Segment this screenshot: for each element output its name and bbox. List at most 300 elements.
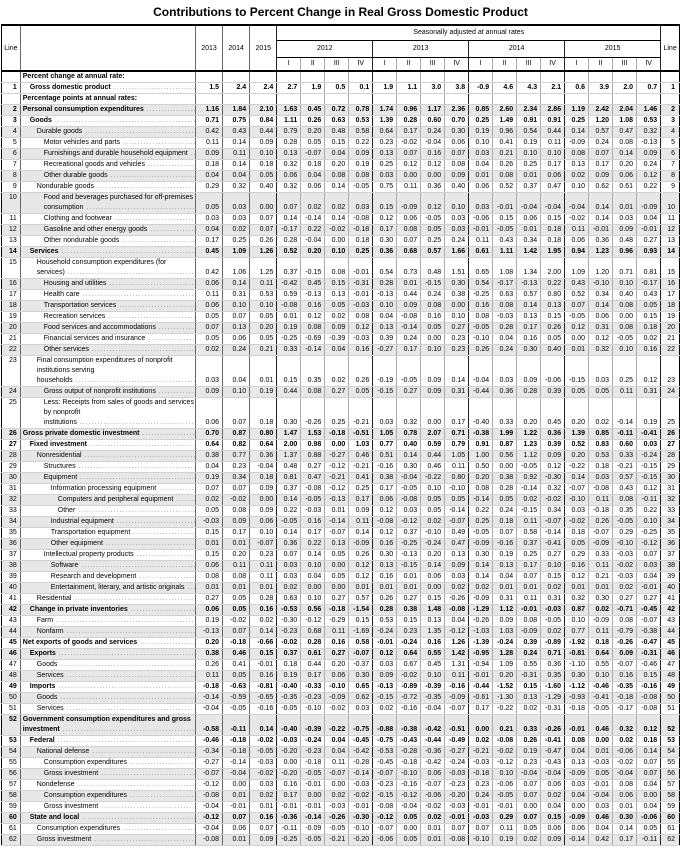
line-cell: 48: [2, 671, 21, 682]
value-cell: 0.05: [195, 193, 222, 214]
value-cell: -0.47: [637, 638, 661, 649]
value-cell: 0.12: [301, 312, 325, 323]
row-label: [20, 149, 195, 160]
value-cell: -0.13: [325, 495, 349, 506]
value-cell: -0.46: [589, 682, 613, 693]
value-cell: 2.04: [613, 105, 637, 116]
value-cell: 0.31: [493, 594, 517, 605]
value-cell: -0.26: [613, 638, 637, 649]
row-label-text: Imports .....: [30, 683, 196, 690]
table-row: [2, 462, 680, 473]
value-cell: 0.03: [445, 214, 469, 225]
line-cell: 6: [2, 149, 21, 160]
table-row: [2, 605, 680, 616]
quarter-year-header: 2013: [373, 40, 469, 57]
value-cell: 0.19: [637, 398, 661, 429]
line-cell: 18: [2, 301, 21, 312]
value-cell: 0.20: [325, 660, 349, 671]
value-cell: 0.00: [421, 334, 445, 345]
value-cell: 0.09: [250, 138, 277, 149]
quarter-year-header: 2014: [469, 40, 565, 57]
line-cell: 42: [2, 605, 21, 616]
value-cell: -0.40: [277, 682, 301, 693]
value-cell: -0.39: [301, 715, 325, 736]
value-cell: 0.07: [223, 484, 250, 495]
value-cell: -0.25: [469, 290, 493, 301]
value-cell: 0.59: [421, 440, 445, 451]
value-cell: 0.17: [613, 835, 637, 846]
row-label-text: Software .....: [51, 562, 196, 569]
row-label: [20, 323, 195, 334]
value-cell: 0.19: [517, 747, 541, 758]
value-cell: 0.35: [541, 671, 565, 682]
value-cell: -1.60: [541, 682, 565, 693]
value-cell: -0.15: [301, 258, 325, 279]
value-cell: -0.14: [301, 345, 325, 356]
value-cell: 0.32: [589, 345, 613, 356]
value-cell: 1.49: [493, 116, 517, 127]
line-cell: 10: [2, 193, 21, 214]
value-cell: 0.08: [517, 616, 541, 627]
value-cell: 0.08: [301, 323, 325, 334]
value-cell: 0.08: [493, 301, 517, 312]
value-cell: -0.08: [373, 517, 397, 528]
line-cell: 50: [661, 693, 680, 704]
line-cell: 57: [2, 780, 21, 791]
value-cell: -0.04: [541, 769, 565, 780]
value-cell: -0.09: [565, 138, 589, 149]
value-cell: -0.02: [565, 214, 589, 225]
value-cell: 0.01: [250, 583, 277, 594]
value-cell: 1.84: [223, 105, 250, 116]
value-cell: 2.00: [541, 258, 565, 279]
section-row: [2, 71, 680, 83]
value-cell: 0.07: [223, 398, 250, 429]
value-cell: 0.15: [541, 572, 565, 583]
value-cell: 0.64: [373, 127, 397, 138]
row-label: [20, 813, 195, 824]
value-cell: -0.10: [325, 682, 349, 693]
value-cell: -0.14: [349, 769, 373, 780]
value-cell: 1.63: [277, 105, 301, 116]
value-cell: -0.04: [195, 802, 222, 813]
value-cell: 0.12: [397, 160, 421, 171]
value-cell: 0.87: [565, 605, 589, 616]
value-cell: 0.09: [373, 671, 397, 682]
value-cell: 0.14: [397, 451, 421, 462]
row-label: [20, 258, 195, 279]
value-cell: 0.10: [301, 561, 325, 572]
value-cell: 0.07: [517, 780, 541, 791]
value-cell: -0.18: [223, 747, 250, 758]
value-cell: 0.06: [195, 605, 222, 616]
value-cell: 1.42: [445, 649, 469, 660]
value-cell: 0.11: [613, 387, 637, 398]
value-cell: 0.58: [517, 528, 541, 539]
value-cell: -0.16: [250, 704, 277, 715]
value-cell: -0.04: [517, 193, 541, 214]
value-cell: 0.14: [250, 627, 277, 638]
table-row: [2, 594, 680, 605]
value-cell: 0.03: [565, 506, 589, 517]
value-cell: 0.19: [277, 323, 301, 334]
line-cell: 11: [2, 214, 21, 225]
value-cell: -0.05: [277, 704, 301, 715]
value-cell: 0.91: [469, 440, 493, 451]
value-cell: 0.39: [541, 440, 565, 451]
value-cell: -0.10: [469, 334, 493, 345]
value-cell: -0.07: [195, 769, 222, 780]
value-cell: 0.05: [223, 671, 250, 682]
value-cell: -0.15: [565, 356, 589, 387]
value-cell: -0.53: [373, 747, 397, 758]
page-title: Contributions to Percent Change in Real Gross Domestic Product: [153, 5, 528, 19]
value-cell: 0.16: [421, 638, 445, 649]
value-cell: [589, 94, 613, 105]
value-cell: [493, 94, 517, 105]
quarter-header: III: [613, 57, 637, 71]
value-cell: 0.10: [421, 345, 445, 356]
value-cell: -0.02: [613, 758, 637, 769]
value-cell: 0.01: [613, 193, 637, 214]
value-cell: 0.54: [373, 258, 397, 279]
value-cell: 0.37: [277, 258, 301, 279]
value-cell: -0.05: [397, 356, 421, 387]
value-cell: 0.00: [277, 758, 301, 769]
value-cell: 0.03: [565, 780, 589, 791]
value-cell: 0.11: [445, 462, 469, 473]
value-cell: 0.38: [195, 451, 222, 462]
value-cell: -0.10: [613, 539, 637, 550]
value-cell: 0.20: [565, 451, 589, 462]
value-cell: -0.11: [613, 429, 637, 440]
value-cell: -0.95: [469, 649, 493, 660]
value-cell: 0.09: [445, 561, 469, 572]
value-cell: 0.11: [223, 149, 250, 160]
value-cell: 0.00: [637, 791, 661, 802]
table-row: [2, 780, 680, 791]
value-cell: 0.02: [517, 835, 541, 846]
value-cell: 0.01: [195, 583, 222, 594]
value-cell: 0.41: [223, 660, 250, 671]
value-cell: 0.10: [565, 182, 589, 193]
value-cell: 0.05: [195, 334, 222, 345]
value-cell: 0.23: [469, 780, 493, 791]
value-cell: 0.30: [565, 671, 589, 682]
value-cell: -0.16: [637, 682, 661, 693]
value-cell: 0.30: [517, 345, 541, 356]
value-cell: 0.18: [250, 398, 277, 429]
value-cell: -0.09: [517, 627, 541, 638]
value-cell: -0.08: [195, 835, 222, 846]
value-cell: 0.96: [613, 247, 637, 258]
value-cell: 0.16: [301, 301, 325, 312]
value-cell: 4.3: [517, 83, 541, 94]
value-cell: 0.02: [541, 583, 565, 594]
value-cell: 0.05: [397, 835, 421, 846]
value-cell: 0.27: [195, 594, 222, 605]
value-cell: -0.08: [301, 484, 325, 495]
value-cell: 1.26: [250, 247, 277, 258]
line-cell: 32: [2, 495, 21, 506]
value-cell: 0.12: [541, 462, 565, 473]
value-cell: 0.14: [565, 127, 589, 138]
value-cell: [421, 71, 445, 83]
value-cell: 0.05: [421, 495, 445, 506]
value-cell: -0.08: [445, 835, 469, 846]
value-cell: 0.05: [195, 312, 222, 323]
value-cell: 0.25: [421, 236, 445, 247]
value-cell: 0.14: [277, 214, 301, 225]
value-cell: 0.11: [469, 236, 493, 247]
value-cell: -0.26: [301, 398, 325, 429]
value-cell: -0.12: [637, 539, 661, 550]
value-cell: 0.03: [373, 660, 397, 671]
value-cell: -0.04: [517, 769, 541, 780]
value-cell: 0.38: [195, 649, 222, 660]
value-cell: 0.00: [421, 583, 445, 594]
value-cell: -0.27: [445, 747, 469, 758]
row-label-text: Services .....: [37, 672, 196, 679]
line-cell: 36: [661, 539, 680, 550]
value-cell: -0.11: [637, 835, 661, 846]
value-cell: 0.40: [250, 182, 277, 193]
table-row: [2, 149, 680, 160]
value-cell: -0.88: [373, 715, 397, 736]
value-cell: -0.36: [421, 747, 445, 758]
value-cell: 1.51: [445, 258, 469, 279]
value-cell: 0.15: [517, 682, 541, 693]
value-cell: 0.02: [613, 583, 637, 594]
value-cell: 0.28: [277, 138, 301, 149]
value-cell: 0.30: [277, 398, 301, 429]
table-row: [2, 301, 680, 312]
value-cell: -0.15: [373, 791, 397, 802]
value-cell: 1.34: [517, 258, 541, 279]
value-cell: -0.10: [469, 835, 493, 846]
value-cell: 0.05: [349, 387, 373, 398]
value-cell: 0.19: [250, 387, 277, 398]
value-cell: [301, 94, 325, 105]
value-cell: 0.44: [541, 127, 565, 138]
value-cell: -0.17: [493, 279, 517, 290]
value-cell: 0.23: [445, 334, 469, 345]
value-cell: -0.35: [613, 682, 637, 693]
value-cell: -0.07: [637, 616, 661, 627]
value-cell: 0.18: [589, 638, 613, 649]
value-cell: 0.14: [349, 528, 373, 539]
value-cell: -0.02: [397, 671, 421, 682]
value-cell: 0.06: [421, 572, 445, 583]
row-label-text: Gross domestic product .....: [30, 84, 196, 91]
value-cell: 0.17: [397, 127, 421, 138]
value-cell: -0.41: [541, 539, 565, 550]
table-row: [2, 279, 680, 290]
value-cell: 0.01: [517, 225, 541, 236]
value-cell: 0.12: [373, 506, 397, 517]
value-cell: -0.29: [325, 616, 349, 627]
value-cell: 0.11: [541, 138, 565, 149]
value-cell: -0.03: [469, 813, 493, 824]
value-cell: 0.22: [637, 506, 661, 517]
value-cell: 0.09: [517, 356, 541, 387]
value-cell: 0.40: [445, 182, 469, 193]
value-cell: -0.02: [349, 791, 373, 802]
value-cell: 0.61: [469, 247, 493, 258]
line-cell: 40: [661, 583, 680, 594]
value-cell: -0.07: [565, 484, 589, 495]
value-cell: [637, 71, 661, 83]
value-cell: -0.23: [445, 780, 469, 791]
line-cell: 51: [661, 704, 680, 715]
value-cell: 1.39: [565, 429, 589, 440]
value-cell: 3.8: [445, 83, 469, 94]
value-cell: 0.22: [637, 182, 661, 193]
value-cell: 0.17: [277, 791, 301, 802]
value-cell: 0.10: [445, 312, 469, 323]
value-cell: 0.71: [445, 429, 469, 440]
value-cell: -0.09: [349, 539, 373, 550]
value-cell: 0.55: [421, 649, 445, 660]
value-cell: -0.08: [589, 484, 613, 495]
value-cell: 1.37: [277, 451, 301, 462]
value-cell: -0.18: [223, 638, 250, 649]
value-cell: 0.37: [277, 484, 301, 495]
value-cell: 0.08: [223, 506, 250, 517]
value-cell: 0.06: [541, 824, 565, 835]
value-cell: 0.48: [421, 258, 445, 279]
value-cell: 0.19: [517, 138, 541, 149]
value-cell: 0.52: [565, 440, 589, 451]
value-cell: 0.02: [541, 791, 565, 802]
value-cell: 0.17: [541, 160, 565, 171]
value-cell: 0.64: [250, 440, 277, 451]
value-cell: [613, 71, 637, 83]
value-cell: -0.05: [613, 334, 637, 345]
value-cell: 0.16: [250, 605, 277, 616]
value-cell: 0.02: [277, 583, 301, 594]
value-cell: 0.09: [541, 835, 565, 846]
value-cell: 0.02: [373, 704, 397, 715]
value-cell: 0.05: [325, 550, 349, 561]
value-cell: 0.18: [589, 462, 613, 473]
value-cell: 0.26: [195, 660, 222, 671]
value-cell: -0.01: [301, 780, 325, 791]
line-cell: [2, 94, 21, 105]
value-cell: [565, 71, 589, 83]
value-cell: -0.07: [301, 149, 325, 160]
line-cell: 28: [661, 451, 680, 462]
table-row: [2, 484, 680, 495]
value-cell: -0.25: [277, 334, 301, 345]
value-cell: -0.18: [397, 758, 421, 769]
value-cell: 0.04: [195, 225, 222, 236]
line-cell: 8: [2, 171, 21, 182]
table-row: [2, 769, 680, 780]
value-cell: 0.01: [397, 583, 421, 594]
value-cell: 0.14: [223, 160, 250, 171]
value-cell: -0.39: [325, 334, 349, 345]
value-cell: 0.05: [223, 594, 250, 605]
value-cell: 0.11: [397, 182, 421, 193]
value-cell: 0.01: [223, 835, 250, 846]
value-cell: -0.04: [421, 138, 445, 149]
value-cell: 0.30: [373, 236, 397, 247]
value-cell: 0.04: [373, 312, 397, 323]
value-cell: 0.21: [250, 345, 277, 356]
value-cell: -0.28: [349, 758, 373, 769]
quarter-header: I: [277, 57, 301, 71]
value-cell: -0.37: [349, 660, 373, 671]
value-cell: -0.01: [637, 583, 661, 594]
value-cell: -0.02: [421, 802, 445, 813]
value-cell: 1.39: [373, 116, 397, 127]
value-cell: 0.60: [613, 440, 637, 451]
line-cell: 7: [2, 160, 21, 171]
value-cell: 0.08: [493, 171, 517, 182]
line-cell: 49: [661, 682, 680, 693]
value-cell: 0.25: [349, 247, 373, 258]
value-cell: -0.09: [445, 693, 469, 704]
quarter-header: IV: [349, 57, 373, 71]
value-cell: 2.60: [493, 105, 517, 116]
line-cell: 41: [661, 594, 680, 605]
value-cell: 0.04: [637, 802, 661, 813]
value-cell: 0.06: [195, 561, 222, 572]
value-cell: 0.39: [541, 387, 565, 398]
value-cell: 0.14: [613, 824, 637, 835]
line-cell: 11: [661, 214, 680, 225]
row-label: [20, 802, 195, 813]
value-cell: -0.04: [469, 356, 493, 387]
value-cell: 0.03: [373, 398, 397, 429]
row-label-text: Food services and accommodations .....: [44, 324, 196, 331]
quarter-year-header: 2012: [277, 40, 373, 57]
value-cell: -0.01: [517, 605, 541, 616]
value-cell: -0.03: [349, 780, 373, 791]
value-cell: 0.10: [421, 671, 445, 682]
row-label: [20, 484, 195, 495]
line-cell: 14: [2, 247, 21, 258]
row-label: [20, 495, 195, 506]
value-cell: -0.22: [325, 715, 349, 736]
value-cell: -0.63: [223, 682, 250, 693]
value-cell: 0.24: [493, 345, 517, 356]
value-cell: -1.03: [469, 627, 493, 638]
value-cell: 0.14: [301, 550, 325, 561]
value-cell: -0.10: [397, 769, 421, 780]
value-cell: 0.10: [637, 517, 661, 528]
value-cell: 1.12: [493, 605, 517, 616]
quarter-header: IV: [637, 57, 661, 71]
value-cell: 0.13: [277, 149, 301, 160]
value-cell: -0.09: [565, 769, 589, 780]
line-cell: 35: [2, 528, 21, 539]
table-row: [2, 791, 680, 802]
line-cell: 21: [661, 334, 680, 345]
value-cell: 0.31: [589, 323, 613, 334]
value-cell: 0.21: [493, 715, 517, 736]
row-label-text: Services .....: [30, 248, 196, 255]
value-cell: 0.16: [613, 671, 637, 682]
value-cell: 0.05: [223, 605, 250, 616]
row-label: [20, 345, 195, 356]
value-cell: 0.53: [250, 290, 277, 301]
value-cell: 0.11: [195, 671, 222, 682]
value-cell: 0.51: [373, 451, 397, 462]
value-cell: 0.47: [541, 182, 565, 193]
value-cell: 0.06: [223, 334, 250, 345]
